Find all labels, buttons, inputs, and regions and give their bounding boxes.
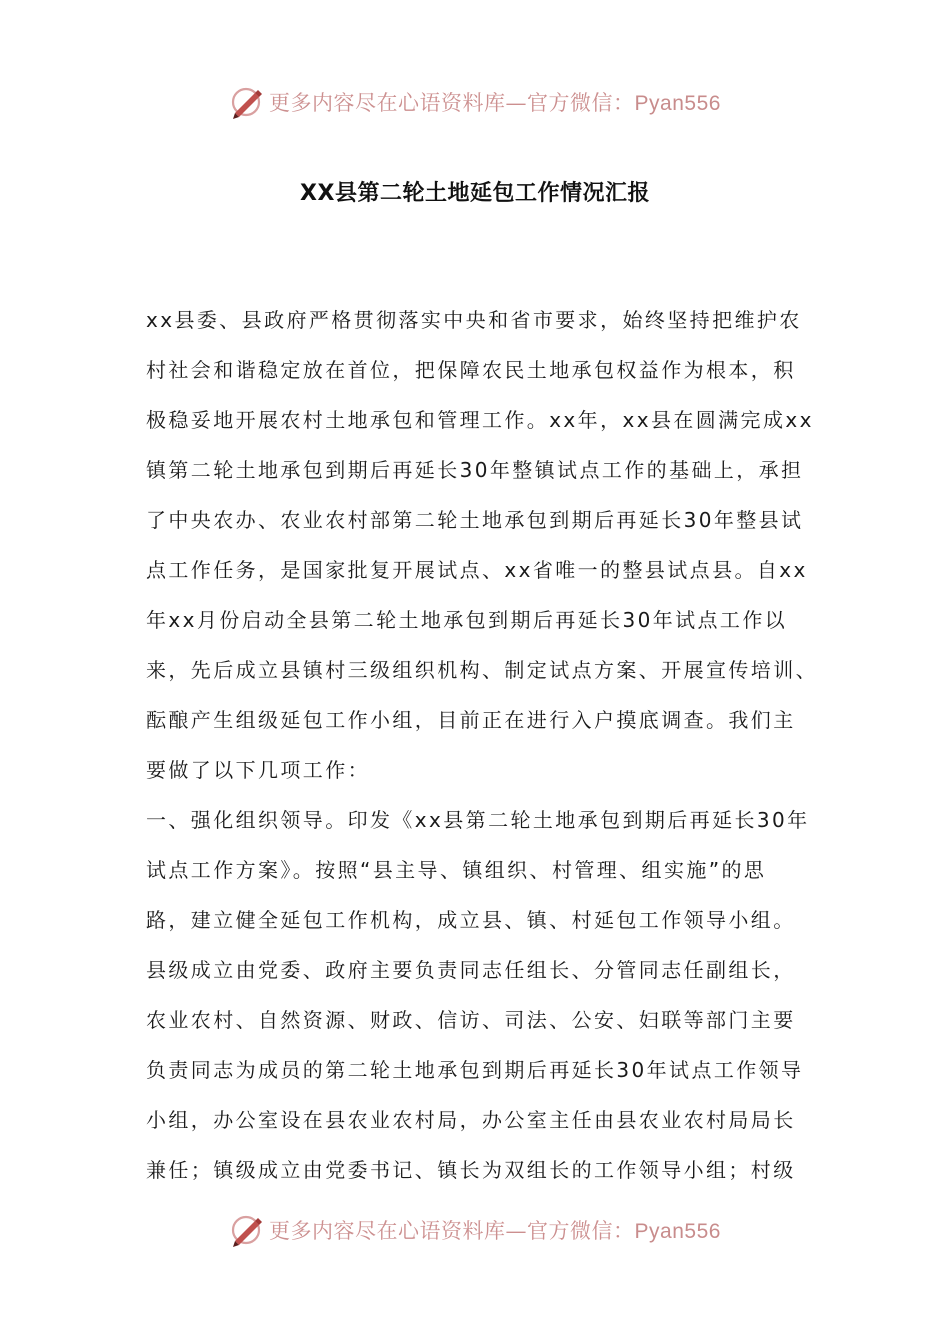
body-line: 要做了以下几项工作： <box>146 758 370 782</box>
body-line: 村社会和谐稳定放在首位，把保障农民土地承包权益作为根本，积 <box>146 358 796 382</box>
watermark-banner-top <box>0 80 950 124</box>
watermark-text: 更多内容尽在心语资料库—官方微信：Pyan556 <box>269 91 721 115</box>
body-line: 负责同志为成员的第二轮土地承包到期后再延长30年试点工作领导 <box>146 1058 804 1082</box>
body-line: xx县委、县政府严格贯彻落实中央和省市要求，始终坚持把维护农 <box>146 308 802 332</box>
body-line: 小组，办公室设在县农业农村局，办公室主任由县农业农村局局长 <box>146 1108 796 1132</box>
body-line: 来，先后成立县镇村三级组织机构、制定试点方案、开展宣传培训、 <box>146 658 818 682</box>
body-line: 镇第二轮土地承包到期后再延长30年整镇试点工作的基础上，承担 <box>146 458 804 482</box>
pen-logo-icon <box>229 84 265 120</box>
document-title: XX县第二轮土地延包工作情况汇报 <box>300 181 650 206</box>
watermark-text: 更多内容尽在心语资料库—官方微信：Pyan556 <box>269 1219 721 1243</box>
body-line: 农业农村、自然资源、财政、信访、司法、公安、妇联等部门主要 <box>146 1008 796 1032</box>
body-line: 极稳妥地开展农村土地承包和管理工作。xx年，xx县在圆满完成xx <box>146 408 814 432</box>
wechat-id: Pyan556 <box>634 92 721 115</box>
body-line: 年xx月份启动全县第二轮土地承包到期后再延长30年试点工作以 <box>146 608 788 632</box>
wechat-id: Pyan556 <box>634 1220 721 1243</box>
document-body <box>146 295 826 1195</box>
body-line: 试点工作方案》。按照“县主导、镇组织、村管理、组实施”的思 <box>146 858 767 882</box>
body-line: 了中央农办、农业农村部第二轮土地承包到期后再延长30年整县试 <box>146 508 804 532</box>
watermark-banner-bottom <box>0 1208 950 1252</box>
body-line: 兼任；镇级成立由党委书记、镇长为双组长的工作领导小组；村级 <box>146 1158 796 1182</box>
body-line: 一、强化组织领导。印发《xx县第二轮土地承包到期后再延长30年 <box>146 808 810 832</box>
pen-logo-icon <box>229 1212 265 1248</box>
body-line: 酝酿产生组级延包工作小组，目前正在进行入户摸底调查。我们主 <box>146 708 796 732</box>
body-line: 县级成立由党委、政府主要负责同志任组长、分管同志任副组长， <box>146 958 796 982</box>
body-line: 点工作任务，是国家批复开展试点、xx省唯一的整县试点县。自xx <box>146 558 808 582</box>
body-line: 路，建立健全延包工作机构，成立县、镇、村延包工作领导小组。 <box>146 908 796 932</box>
